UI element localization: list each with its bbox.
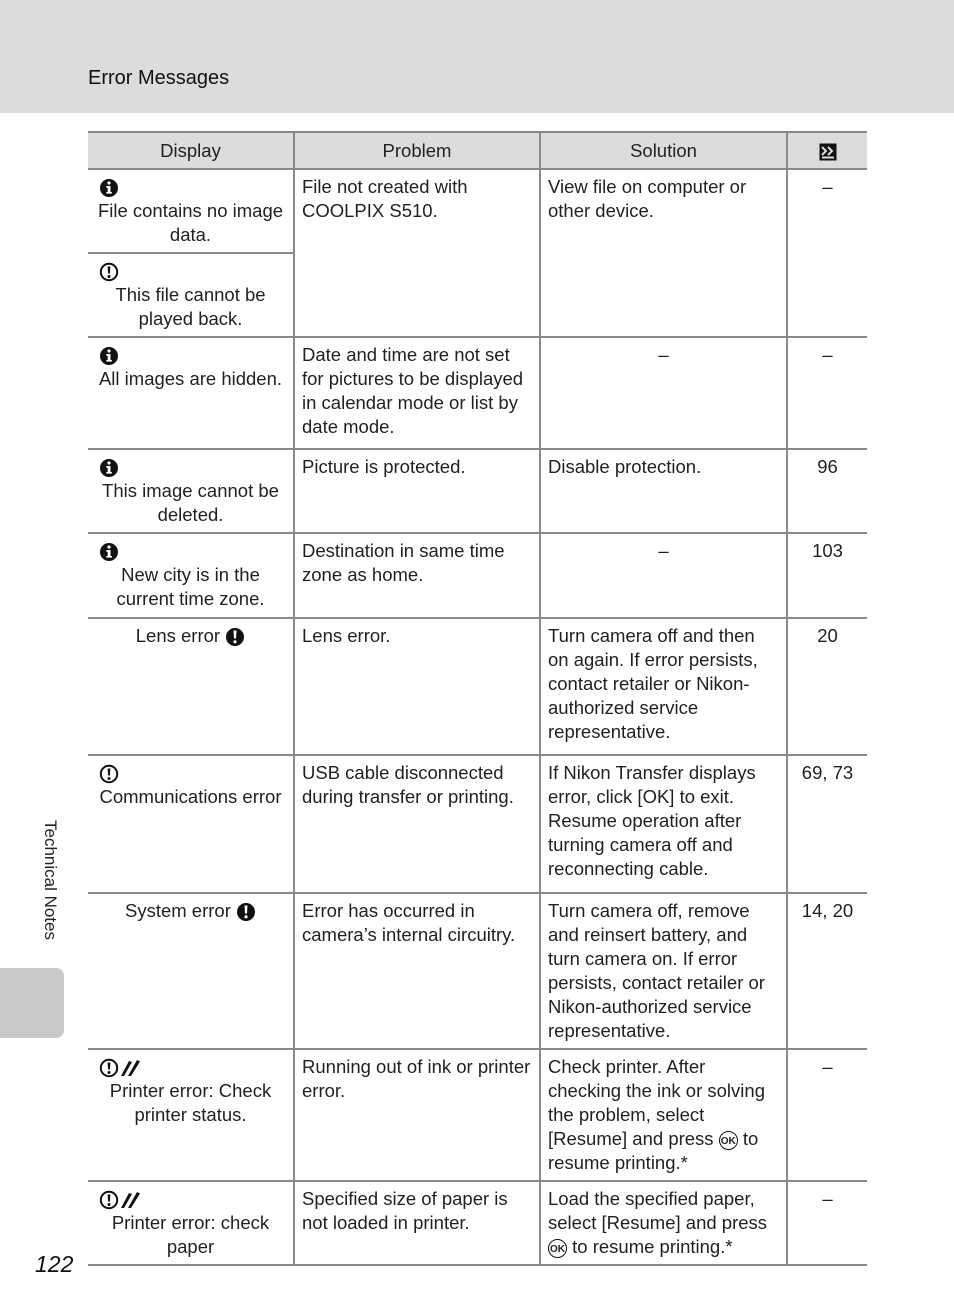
- page-number: 122: [35, 1251, 74, 1277]
- solution-text-end: to resume printing.*: [572, 1236, 733, 1257]
- solution-cell: Disable protection.: [540, 449, 787, 533]
- solution-cell: –: [540, 533, 787, 618]
- page-cell: –: [787, 337, 867, 449]
- warning-printer-icon: [99, 1058, 143, 1078]
- solution-text-end: to resume printing.*: [548, 1128, 759, 1173]
- solution-cell: [540, 1049, 787, 1181]
- table-row: [88, 449, 867, 533]
- display-cell: [88, 253, 294, 337]
- solution-cell: [540, 1181, 787, 1265]
- ok-button-icon: OK: [548, 1239, 567, 1258]
- info-icon: [99, 458, 119, 478]
- problem-cell: Running out of ink or printer error.: [294, 1049, 540, 1181]
- page-cell: –: [787, 1181, 867, 1265]
- exclamation-filled-icon: [236, 902, 256, 922]
- display-text: File contains no image data.: [97, 200, 284, 245]
- error-messages-table: [88, 131, 867, 1266]
- header-problem: Problem: [294, 132, 540, 169]
- problem-cell: Destination in same time zone as home.: [294, 533, 540, 618]
- solution-cell: Turn camera off, remove and reinsert battery, and turn camera on. If error persists, contact retailer or Nikon-authorized service representative.: [540, 893, 787, 1049]
- page-cell: –: [787, 1049, 867, 1181]
- display-cell: [88, 1049, 294, 1181]
- warning-circle-icon: [99, 764, 119, 784]
- warning-printer-icon: [99, 1190, 143, 1210]
- solution-text: Load the specified paper, select [Resume] and press: [548, 1188, 768, 1233]
- display-cell: [88, 1181, 294, 1265]
- solution-cell: If Nikon Transfer displays error, click [OK] to exit. Resume operation after turning camera off and reconnecting cable.: [540, 755, 787, 893]
- header-display: Display: [88, 132, 294, 169]
- solution-cell: Turn camera off and then on again. If error persists, contact retailer or Nikon-authorized service representative.: [540, 618, 787, 755]
- display-text: New city is in the current time zone.: [116, 564, 265, 609]
- ok-button-icon: OK: [719, 1131, 738, 1150]
- display-text: Printer error: Check printer status.: [109, 1080, 272, 1125]
- display-text: This file cannot be played back.: [115, 284, 266, 329]
- table-row: [88, 1049, 867, 1181]
- problem-cell: Specified size of paper is not loaded in printer.: [294, 1181, 540, 1265]
- table-row: [88, 893, 867, 1049]
- display-cell: [88, 755, 294, 893]
- exclamation-filled-icon: [225, 627, 245, 647]
- side-tab-marker: [0, 968, 64, 1038]
- page-cell: 14, 20: [787, 893, 867, 1049]
- info-icon: [99, 346, 119, 366]
- display-text: Printer error: check paper: [111, 1212, 270, 1257]
- table-header-row: [88, 132, 867, 169]
- display-cell: [88, 618, 294, 755]
- display-cell: [88, 169, 294, 253]
- section-title: Error Messages: [88, 67, 230, 89]
- header-page: [787, 132, 867, 169]
- problem-cell: Date and time are not set for pictures to be displayed in calendar mode or list by date mode.: [294, 337, 540, 449]
- page-cell: –: [787, 169, 867, 337]
- table-row: [88, 1181, 867, 1265]
- page-cell: 20: [787, 618, 867, 755]
- solution-text: Check printer. After checking the ink or solving the problem, select [Resume] and press: [548, 1056, 765, 1149]
- display-cell: [88, 893, 294, 1049]
- display-text: Communications error: [99, 786, 282, 807]
- display-cell: [88, 337, 294, 449]
- reference-page-icon: [818, 142, 838, 162]
- side-tab-label: Technical Notes: [41, 820, 60, 941]
- solution-cell: View file on computer or other device.: [540, 169, 787, 337]
- table-row: [88, 169, 867, 253]
- solution-cell: –: [540, 337, 787, 449]
- problem-cell: File not created with COOLPIX S510.: [294, 169, 540, 337]
- problem-cell: Lens error.: [294, 618, 540, 755]
- table-row: [88, 755, 867, 893]
- info-icon: [99, 542, 119, 562]
- page-cell: 69, 73: [787, 755, 867, 893]
- problem-cell: Picture is protected.: [294, 449, 540, 533]
- table-row: [88, 533, 867, 618]
- display-text: Lens error: [135, 625, 221, 646]
- page-cell: 103: [787, 533, 867, 618]
- display-text: All images are hidden.: [98, 368, 283, 389]
- header-solution: Solution: [540, 132, 787, 169]
- display-cell: [88, 533, 294, 618]
- header-band: [0, 0, 954, 113]
- table-row: [88, 618, 867, 755]
- display-text: This image cannot be deleted.: [102, 480, 279, 525]
- display-cell: [88, 449, 294, 533]
- page-cell: 96: [787, 449, 867, 533]
- table-row: [88, 337, 867, 449]
- problem-cell: USB cable disconnected during transfer or printing.: [294, 755, 540, 893]
- info-icon: [99, 178, 119, 198]
- problem-cell: Error has occurred in camera’s internal circuitry.: [294, 893, 540, 1049]
- warning-circle-icon: [99, 262, 119, 282]
- display-text: System error: [124, 900, 231, 921]
